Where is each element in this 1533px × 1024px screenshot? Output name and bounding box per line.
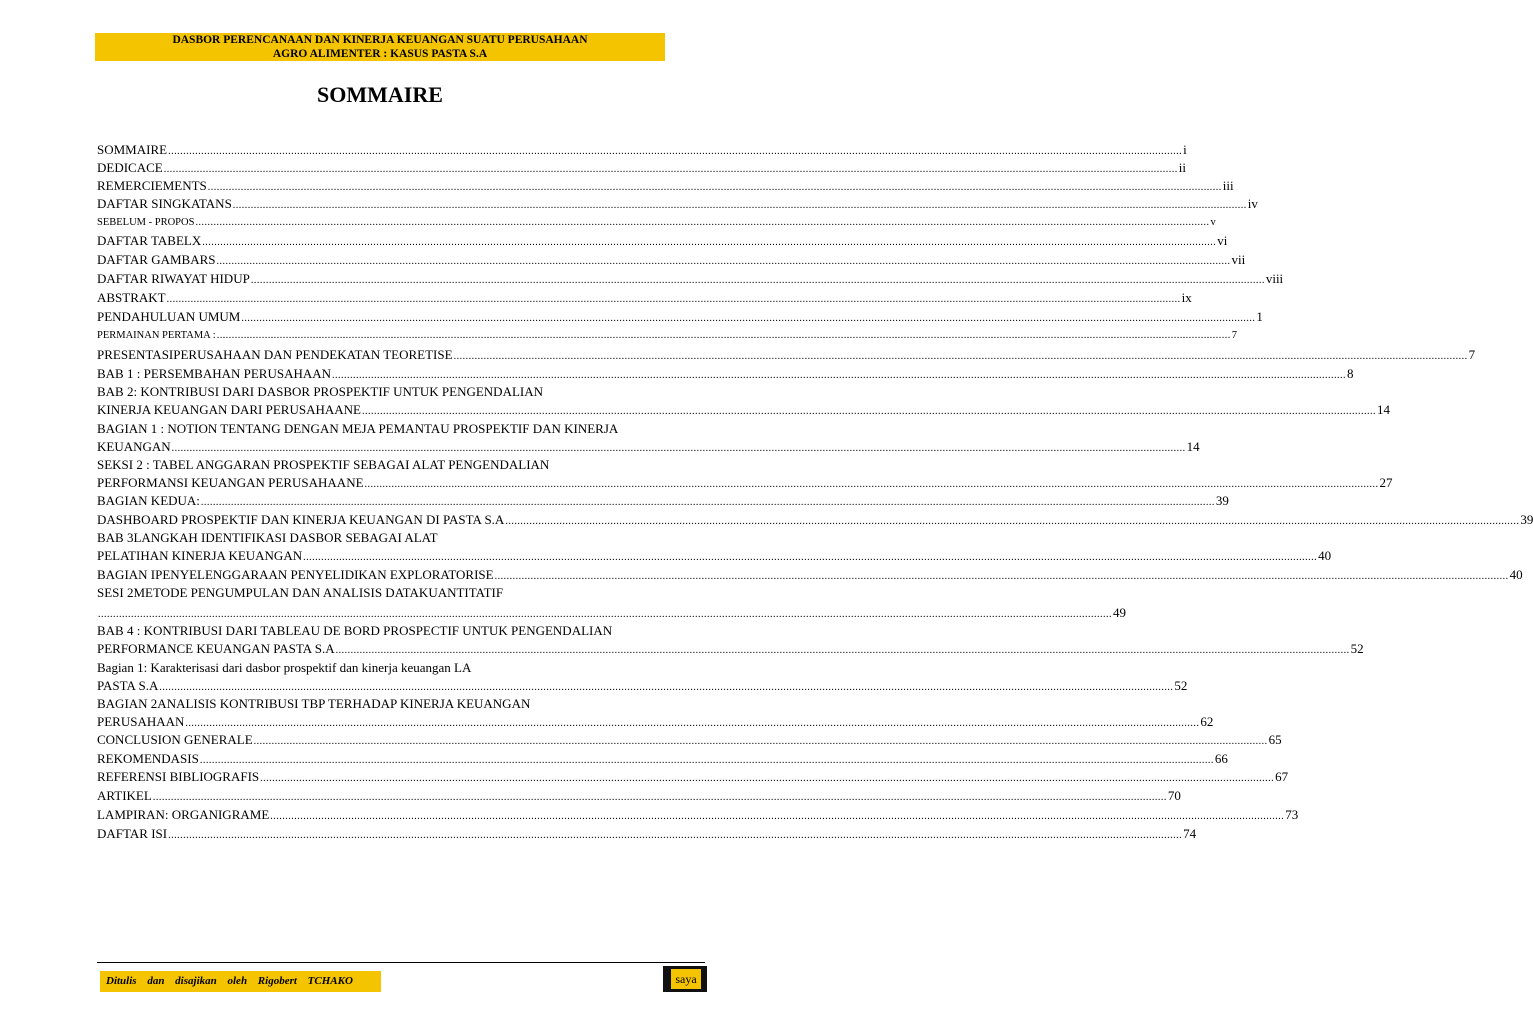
toc-entry-page: v (1210, 217, 1216, 228)
toc-entry (97, 438, 1200, 456)
toc-entry-page: 62 (1200, 714, 1214, 729)
toc-dot-leader: .................................................................................................................................................................................................................................................................................................................................................. (168, 146, 1183, 157)
toc-entry-title: DAFTAR GAMBARS (97, 252, 216, 267)
toc-entry-page: 39 (1520, 512, 1533, 527)
footer-author: Ditulis dan disajikan oleh Rigobert TCHAKO (100, 971, 381, 992)
toc-dot-leader: .................................................................................................................................................................................................................................................................................................................................................. (216, 330, 1231, 341)
toc-entry (97, 677, 1188, 695)
toc-entry (97, 474, 1393, 492)
toc-dot-leader: .................................................................................................................................................................................................................................................................................................................................................. (152, 792, 1167, 803)
toc-dot-leader: .................................................................................................................................................................................................................................................................................................................................................. (361, 406, 1376, 417)
toc-dot-leader: .................................................................................................................................................................................................................................................................................................................................................. (453, 351, 1468, 362)
toc-entry-title: BAB 1 : PERSEMBAHAN PERUSAHAAN (97, 366, 332, 381)
toc-entry-page: 8 (1347, 366, 1354, 381)
toc-entry-page: vii (1231, 252, 1246, 267)
toc-entry-title: SESI 2METODE PENGUMPULAN DAN ANALISIS DATAKUANTITATIF (97, 585, 504, 600)
toc-dot-leader: .................................................................................................................................................................................................................................................................................................................................................. (207, 182, 1222, 193)
toc-entry-page: 73 (1285, 807, 1299, 822)
toc-dot-leader: .................................................................................................................................................................................................................................................................................................................................................. (241, 313, 1256, 324)
toc-dot-leader: .................................................................................................................................................................................................................................................................................................................................................. (270, 811, 1285, 822)
toc-entry-page: 52 (1350, 641, 1364, 656)
toc-entry-page: 74 (1183, 826, 1197, 841)
toc-entry-title: DAFTAR RIWAYAT HIDUP (97, 271, 250, 286)
toc-entry (97, 768, 1289, 786)
toc-dot-leader: .................................................................................................................................................................................................................................................................................................................................................. (335, 645, 1350, 656)
toc-entry-title: DASHBOARD PROSPEKTIF DAN KINERJA KEUANGAN DI PASTA S.A (97, 512, 505, 527)
toc-dot-leader: .................................................................................................................................................................................................................................................................................................................................................. (195, 217, 1210, 228)
toc-dot-leader: .................................................................................................................................................................................................................................................................................................................................................. (250, 275, 1265, 286)
toc-entry-title: PELATIHAN KINERJA KEUANGAN (97, 548, 303, 563)
toc-entry-title: SEKSI 2 : TABEL ANGGARAN PROSPEKTIF SEBAGAI ALAT PENGENDALIAN (97, 457, 550, 472)
toc-entry-page: iv (1247, 196, 1258, 211)
toc-entry (97, 566, 1523, 584)
toc-dot-leader: .................................................................................................................................................................................................................................................................................................................................................. (303, 552, 1318, 563)
toc-entry-page: 7 (1231, 330, 1237, 341)
toc-entry (97, 731, 1282, 749)
toc-entry-page: ix (1181, 290, 1192, 305)
toc-entry-page: 65 (1268, 732, 1282, 747)
toc-entry (97, 308, 1263, 326)
toc-entry-title: PRESENTASIPERUSAHAAN DAN PENDEKATAN TEORETISE (97, 347, 453, 362)
header-title-line-2: AGRO ALIMENTER : KASUS PASTA S.A (272, 48, 488, 60)
toc-entry (97, 289, 1192, 307)
toc-dot-leader: .................................................................................................................................................................................................................................................................................................................................................. (199, 755, 1214, 766)
toc-entry (97, 787, 1181, 805)
toc-dot-leader: .................................................................................................................................................................................................................................................................................................................................................. (163, 164, 1178, 175)
toc-entry (97, 640, 1364, 658)
toc-entry-title: SEBELUM - PROPOS (97, 217, 195, 228)
toc-entry (97, 141, 1187, 159)
toc-dot-leader: .................................................................................................................................................................................................................................................................................................................................................. (260, 773, 1275, 784)
toc-entry (97, 159, 1186, 177)
toc-entry (97, 346, 1476, 364)
toc-entry-title: DAFTAR ISI (97, 826, 168, 841)
toc-entry-title: REMERCIEMENTS (97, 178, 207, 193)
toc-entry (97, 713, 1214, 731)
toc-entry-page: viii (1265, 271, 1284, 286)
toc-entry (97, 365, 1354, 383)
toc-entry-title: DAFTAR TABELX (97, 233, 202, 248)
toc-entry (97, 327, 1237, 345)
toc-dot-leader: .................................................................................................................................................................................................................................................................................................................................................. (168, 830, 1183, 841)
toc-entry (97, 251, 1246, 269)
toc-entry (97, 232, 1228, 250)
toc-entry-title: LAMPIRAN: ORGANIGRAME (97, 807, 270, 822)
toc-entry-title: DAFTAR SINGKATANS (97, 196, 232, 211)
page-number-box (663, 966, 707, 992)
toc-entry-title: REKOMENDASIS (97, 751, 199, 766)
toc-entry-page: 40 (1509, 567, 1523, 582)
toc-entry-title: PERFORMANCE KEUANGAN PASTA S.A (97, 641, 335, 656)
toc-entry-title: ARTIKEL (97, 788, 152, 803)
toc-entry-title: DEDICACE (97, 160, 163, 175)
toc-entry (97, 511, 1533, 529)
toc-dot-leader: .................................................................................................................................................................................................................................................................................................................................................. (332, 370, 1347, 381)
toc-entry-title: KINERJA KEUANGAN DARI PERUSAHAANE (97, 402, 361, 417)
toc-entry-page: 70 (1167, 788, 1181, 803)
toc-entry-page: 14 (1186, 439, 1200, 454)
toc-entry (97, 825, 1197, 843)
toc-entry-title: BAB 4 : KONTRIBUSI DARI TABLEAU DE BORD PROSPECTIF UNTUK PENGENDALIAN (97, 623, 613, 638)
toc-dot-leader: .................................................................................................................................................................................................................................................................................................................................................. (171, 443, 1186, 454)
toc-entry-title: PASTA S.A (97, 678, 159, 693)
toc-entry-page: 7 (1468, 347, 1476, 362)
toc-dot-leader: .................................................................................................................................................................................................................................................................................................................................................. (216, 256, 1231, 267)
toc-entry-page: 14 (1376, 402, 1390, 417)
toc-entry (97, 177, 1234, 195)
footer-divider (97, 962, 705, 963)
toc-entry-title: Bagian 1: Karakterisasi dari dasbor prospektif dan kinerja keuangan LA (97, 660, 472, 675)
toc-dot-leader: .................................................................................................................................................................................................................................................................................................................................................. (200, 497, 1215, 508)
toc-dot-leader: .................................................................................................................................................................................................................................................................................................................................................. (159, 682, 1174, 693)
toc-entry-title: BAGIAN KEDUA: (97, 493, 200, 508)
toc-entry-title: SOMMAIRE (97, 142, 168, 157)
toc-entry-title: BAGIAN IPENYELENGGARAAN PENYELIDIKAN EXPLORATORISE (97, 567, 494, 582)
toc-entry-page: 52 (1174, 678, 1188, 693)
toc-entry (97, 750, 1228, 768)
toc-dot-leader: .................................................................................................................................................................................................................................................................................................................................................. (185, 718, 1200, 729)
toc-entry-title: BAB 2: KONTRIBUSI DARI DASBOR PROSPEKTIF UNTUK PENGENDALIAN (97, 384, 543, 399)
toc-entry-title: PENDAHULUAN UMUM (97, 309, 241, 324)
toc-entry-page: i (1183, 142, 1187, 157)
toc-entry-page: 49 (1113, 605, 1126, 620)
toc-entry-title: PERMAINAN PERTAMA : (97, 330, 216, 341)
toc-entry (97, 547, 1332, 565)
toc-entry (97, 214, 1216, 232)
toc-entry-title: REFERENSI BIBLIOGRAFIS (97, 769, 260, 784)
toc-dot-leader: .................................................................................................................................................................................................................................................................................................................................................. (494, 571, 1509, 582)
toc-entry (97, 270, 1284, 288)
toc-entry (97, 604, 1126, 622)
toc-entry-page: 27 (1379, 475, 1393, 490)
toc-entry-page: 40 (1318, 548, 1332, 563)
toc-entry (97, 195, 1258, 213)
toc-entry (97, 401, 1390, 419)
toc-entry-page: iii (1222, 178, 1234, 193)
toc-entry-page: vi (1217, 233, 1228, 248)
toc-entry-title: PERUSAHAAN (97, 714, 185, 729)
toc-dot-leader: .................................................................................................................................................................................................................................................................................................................................................. (202, 237, 1217, 248)
page-number-label: saya (671, 969, 701, 989)
toc-entry-title: CONCLUSION GENERALE (97, 732, 253, 747)
toc-entry-page: 67 (1275, 769, 1289, 784)
toc-entry-page: 66 (1214, 751, 1228, 766)
toc-dot-leader: .................................................................................................................................................................................................................................................................................................................................................. (364, 479, 1379, 490)
toc-dot-leader: .................................................................................................................................................................................................................................................................................................................................................. (98, 609, 1112, 620)
toc-entry (97, 492, 1229, 510)
page-title: SOMMAIRE (317, 82, 443, 107)
toc-dot-leader: .................................................................................................................................................................................................................................................................................................................................................. (253, 736, 1268, 747)
toc-entry-title: PERFORMANSI KEUANGAN PERUSAHAANE (97, 475, 364, 490)
toc-dot-leader: .................................................................................................................................................................................................................................................................................................................................................. (505, 516, 1520, 527)
header-title-line-1: DASBOR PERENCANAAN DAN KINERJA KEUANGAN SUATU PERUSAHAAN (172, 34, 588, 46)
toc-dot-leader: .................................................................................................................................................................................................................................................................................................................................................. (232, 200, 1247, 211)
toc-entry (97, 806, 1299, 824)
toc-entry-page: ii (1178, 160, 1186, 175)
toc-entry-title: KEUANGAN (97, 439, 171, 454)
toc-entry-title: BAGIAN 2ANALISIS KONTRIBUSI TBP TERHADAP KINERJA KEUANGAN (97, 696, 531, 711)
toc-entry-title: BAB 3LANGKAH IDENTIFIKASI DASBOR SEBAGAI ALAT (97, 530, 438, 545)
toc-entry-page: 39 (1215, 493, 1229, 508)
toc-dot-leader: .................................................................................................................................................................................................................................................................................................................................................. (166, 294, 1181, 305)
toc-entry-title: BAGIAN 1 : NOTION TENTANG DENGAN MEJA PEMANTAU PROSPEKTIF DAN KINERJA (97, 421, 619, 436)
toc-entry-page: 1 (1256, 309, 1263, 324)
toc-entry-title: ABSTRAKT (97, 290, 166, 305)
